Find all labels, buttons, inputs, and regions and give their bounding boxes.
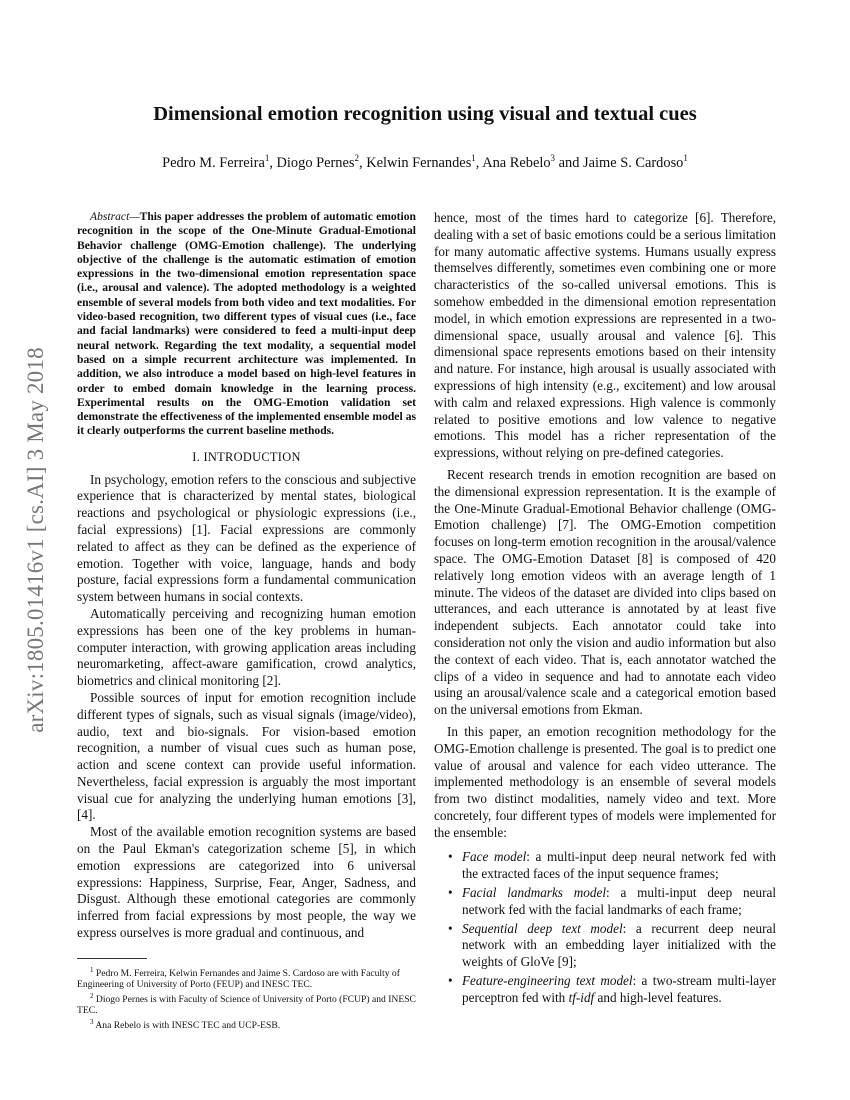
body-paragraph: Possible sources of input for emotion recognition include different types of signals, such as visual signals (image/video), audio, text and bio-signals. For vision-based emotion recognition, a number of visual cues such as human pose, action and scene context can provide useful information. Nevertheless, facial expression is arguably the most important visual cue for analyzing the underlying human emotions [3], [4].	[77, 689, 416, 823]
section-heading-introduction: I. INTRODUCTION	[192, 449, 301, 464]
footnote	[77, 991, 416, 1017]
footnote-divider	[77, 958, 147, 959]
author-separator: and	[555, 154, 584, 171]
abstract-label: Abstract	[90, 210, 130, 223]
author-name: Kelwin Fernandes	[366, 154, 472, 171]
model-description: : a recurrent deep neural network with an embedding layer initialized with the weights of GloVe [9];	[462, 920, 776, 970]
author-name: Pedro M. Ferreira	[162, 154, 265, 171]
author-list	[0, 153, 850, 172]
footnote-mark: 3	[90, 1017, 94, 1026]
bullet-icon: •	[448, 849, 453, 865]
model-list-item	[448, 920, 776, 971]
abstract-dash: —	[129, 210, 140, 223]
author-affiliation-mark: 3	[550, 153, 556, 163]
model-description: : a multi-input deep neural network fed with the extracted faces of the input sequence frames;	[462, 849, 776, 882]
author-name: Jaime S. Cardoso	[583, 154, 684, 171]
model-list-item	[448, 849, 776, 883]
author-affiliation-mark: 1	[264, 153, 270, 163]
body-paragraph: Recent research trends in emotion recognition are based on the dimensional expression representation. It is the example of the One-Minute Gradual-Emotional Behavior challenge (OMG-Emotion challenge) [7]. The OMG-Emotion competition focuses on long-term emotion recognition in the arousal/valence space. The OMG-Emotion Dataset [8] is composed of 420 relatively long emotion videos with an average length of 1 minute. The videos of the dataset are divided into clips based on utterances, and each utterance is annotated by at least five independent subjects. Each annotator could take into consideration not only the vision and audio information but also the context of each video. That is, each annotator watched the clips of a video in sequence and had to annotate each video using an arousal/valence scale and a categorical emotion based on the universal emotions from Ekman.	[434, 466, 776, 718]
model-name: Feature-engineering text model	[462, 973, 633, 989]
author-affiliation-mark: 1	[683, 153, 688, 163]
model-description: : a two-stream multi-layer perceptron fed with	[462, 973, 776, 1005]
bullet-icon: •	[448, 920, 453, 936]
left-column	[77, 210, 416, 1031]
bullet-icon: •	[448, 885, 453, 901]
model-term-tfidf: tf-idf	[568, 989, 595, 1005]
body-paragraph: In this paper, an emotion recognition methodology for the OMG-Emotion challenge is presented. The goal is to predict one value of arousal and valence for each video utterance. The implemented methodology is an ensemble of several models from two distinct modalities, namely video and text. More concretely, four different types of models were implemented for the ensemble:	[434, 723, 776, 840]
footnote-text: Pedro M. Ferreira, Kelwin Fernandes and Jaime S. Cardoso are with Faculty of Engineering of University of Porto (FEUP) and INESC TEC.	[77, 968, 400, 991]
model-description-end: and high-level features.	[594, 989, 722, 1005]
body-paragraph: hence, most of the times hard to categorize [6]. Therefore, dealing with a set of basic emotions could be a serious limitation for many automatic affective systems. Humans usually express themselves differently, sometimes even combining one or more characteristics of the so-called universal emotions. This is somehow embedded in the dimensional emotion representation model, in which emotion expressions are represented in a two-dimensional space, usually arousal and valence [6]. This dimensional space represents emotions based on their intensity and nature. For instance, high arousal is usually associated with expressions of high intensity (e.g., excitement) and low arousal with calm and relaxed expressions. High valence is commonly related to positive emotions and low valence to negative emotions. This model has a richer representation of the expressions, without relying on pre-defined categories.	[434, 210, 776, 461]
author-name: Ana Rebelo	[482, 154, 551, 171]
model-list-item	[448, 973, 776, 1007]
footnote-text: Diogo Pernes is with Faculty of Science of University of Porto (FCUP) and INESC TEC.	[77, 994, 416, 1017]
footnote	[77, 1017, 416, 1032]
author-separator: ,	[358, 154, 367, 171]
arxiv-identifier-text: arXiv:1805.01416v1 [cs.AI] 3 May 2018	[23, 347, 48, 733]
model-list-item	[448, 885, 776, 919]
paper-title: Dimensional emotion recognition using visual and textual cues	[153, 103, 697, 125]
body-paragraph: Most of the available emotion recognition systems are based on the Paul Ekman's categorization scheme [5], in which emotion expressions are categorized into 6 universal expressions: Happiness, Surprise, Fear, Anger, Sadness, and Disgust. Although these emotional categories are commonly inferred from facial expressions by most people, the way we express ourselves is more gradual and continuous, and	[77, 824, 416, 941]
author-separator: ,	[475, 154, 483, 171]
author-affiliation-mark: 2	[354, 153, 359, 163]
author-name: Diogo Pernes	[276, 154, 355, 171]
footnote-mark: 2	[90, 991, 94, 1000]
bullet-icon: •	[448, 973, 453, 989]
author-affiliation-mark: 1	[471, 153, 476, 163]
footnote-text: Ana Rebelo is with INESC TEC and UCP-ESB.	[93, 1020, 281, 1032]
model-list	[434, 849, 776, 1006]
arxiv-identifier-stamp	[24, 300, 48, 780]
abstract-text: This paper addresses the problem of automatic emotion recognition in the scope of the One-Minute Gradual-Emotional Behavior challenge (OMG-Emotion challenge). The underlying objective of the challenge is the automatic estimation of emotion expressions in the two-dimensional emotion representation space (i.e., arousal and valence). The adopted methodology is a weighted ensemble of several models from both video and text modalities. For video-based recognition, two different types of visual cues (i.e., face and facial landmarks) were considered to feed a multi-input deep neural network. Regarding the text modality, a sequential model based on a simple recurrent architecture was implemented. In addition, we also introduce a model based on high-level features in order to embed domain knowledge in the learning process. Experimental results on the OMG-Emotion validation set demonstrate the effectiveness of the implemented ensemble model as it clearly outperforms the current baseline methods.	[77, 210, 416, 438]
footnote	[77, 965, 416, 991]
model-name: Sequential deep text model	[462, 920, 623, 936]
right-column	[434, 210, 776, 1009]
model-name: Facial landmarks model	[462, 885, 606, 901]
model-description: : a multi-input deep neural network fed with the facial landmarks of each frame;	[462, 885, 776, 917]
footnote-mark: 1	[90, 965, 94, 974]
abstract	[77, 210, 416, 439]
body-paragraph: In psychology, emotion refers to the conscious and subjective experience that is characterized by mental states, biological reactions and psychological or physiologic expressions (i.e., facial expressions) [1]. Facial expressions are commonly related to affect as they can be defined as the experience of emotion. Together with voice, language, hands and body posture, facial expressions form a fundamental communication system between humans in social contexts.	[77, 471, 416, 605]
body-paragraph: Automatically perceiving and recognizing human emotion expressions has been one of the key problems in human-computer interaction, with growing application areas including neuromarketing, affect-aware gamification, crowd analytics, biometrics and clinical monitoring [2].	[77, 605, 416, 689]
model-name: Face model	[462, 849, 527, 865]
author-separator: ,	[269, 154, 277, 171]
